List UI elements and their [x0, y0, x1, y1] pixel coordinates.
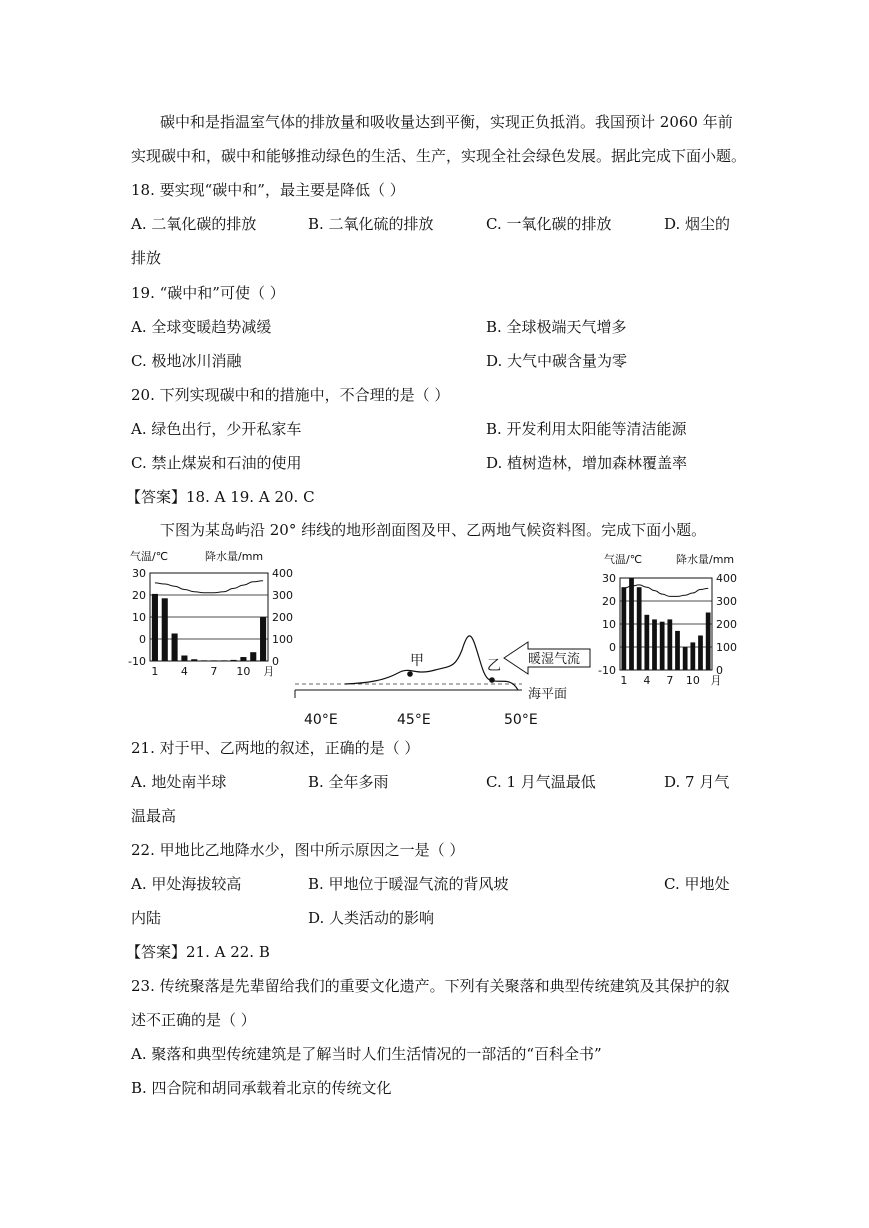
right-month-tick: 1 — [620, 674, 628, 687]
left-precip-bar — [191, 659, 197, 661]
q19-option-b[interactable]: B. 全球极端天气增多 — [486, 318, 627, 336]
q18-option-d-continued: 排放 — [131, 249, 162, 267]
right-temp-tick: 30 — [602, 572, 616, 585]
question-21-stem: 21. 对于甲、乙两地的叙述，正确的是（ ） — [131, 739, 420, 757]
right-precip-tick: 200 — [716, 618, 737, 631]
lon-50e: 50°E — [504, 712, 538, 728]
left-precip-tick: 100 — [272, 633, 293, 646]
q20-option-c[interactable]: C. 禁止煤炭和石油的使用 — [131, 454, 302, 472]
right-temperature-curve — [624, 585, 708, 597]
right-month-unit: 月 — [710, 674, 722, 687]
left-precip-bar — [152, 594, 158, 661]
q18-option-b[interactable]: B. 二氧化硫的排放 — [308, 215, 434, 233]
sea-level-label: 海平面 — [528, 687, 568, 702]
q22-option-b[interactable]: B. 甲地位于暖湿气流的背风坡 — [308, 875, 509, 893]
right-precip-tick: 400 — [716, 572, 737, 585]
right-temp-tick: 0 — [609, 641, 616, 654]
q18-option-c[interactable]: C. 一氧化碳的排放 — [486, 215, 612, 233]
right-precip-bar — [660, 622, 665, 670]
left-precip-bar — [231, 660, 237, 661]
right-precip-bar — [637, 587, 642, 670]
left-precip-bars — [152, 594, 266, 661]
lon-40e: 40°E — [304, 712, 338, 728]
left-temp-tick: 10 — [132, 611, 146, 624]
right-precip-label: 降水量/mm — [676, 553, 735, 566]
left-precip-bar — [201, 660, 207, 661]
question-23-stem-line-2: 述不正确的是（ ） — [131, 1011, 256, 1029]
left-temperature-curve — [155, 581, 263, 593]
right-temp-tick: -10 — [598, 664, 616, 677]
label-yi: 乙 — [487, 658, 501, 674]
q19-option-a[interactable]: A. 全球变暖趋势减缓 — [131, 318, 272, 336]
passage-intro-line-2: 实现碳中和，碳中和能够推动绿色的生活、生产，实现全社会绿色发展。据此完成下面小题。 — [131, 147, 747, 165]
climate-chart-right — [590, 548, 750, 693]
lon-45e: 45°E — [397, 712, 431, 728]
label-jia: 甲 — [410, 653, 424, 669]
left-precip-bar — [181, 656, 187, 662]
left-precip-tick: 0 — [272, 655, 279, 668]
q21-option-c[interactable]: C. 1 月气温最低 — [486, 773, 596, 791]
q21-option-d-continued: 温最高 — [131, 807, 177, 825]
right-precip-bar — [629, 578, 634, 670]
right-precip-bar — [706, 613, 711, 671]
q18-option-d[interactable]: D. 烟尘的 — [664, 215, 731, 233]
left-precip-bar — [221, 660, 227, 661]
right-month-tick: 7 — [666, 674, 674, 687]
q23-option-a[interactable]: A. 聚落和典型传统建筑是了解当时人们生活情况的一部活的“百科全书” — [131, 1045, 602, 1063]
passage-intro-line-1: 碳中和是指温室气体的排放量和吸收量达到平衡，实现正负抵消。我国预计 2060 年前 — [160, 113, 733, 131]
left-temp-tick: 20 — [132, 589, 146, 602]
right-precip-bar — [652, 619, 657, 670]
question-22-stem: 22. 甲地比乙地降水少，图中所示原因之一是（ ） — [131, 841, 465, 859]
left-precip-bar — [250, 652, 256, 661]
right-month-tick: 10 — [685, 674, 700, 687]
left-month-unit: 月 — [263, 665, 275, 678]
right-temp-tick: 10 — [602, 618, 616, 631]
left-precip-tick: 400 — [272, 567, 293, 580]
right-precip-tick: 100 — [716, 641, 737, 654]
left-precip-bar — [240, 657, 246, 661]
left-precip-label: 降水量/mm — [205, 550, 264, 563]
right-temp-label: 气温/℃ — [604, 553, 643, 566]
left-month-tick: 1 — [151, 665, 159, 678]
right-precip-tick: 0 — [716, 664, 723, 677]
right-precip-tick: 300 — [716, 595, 737, 608]
q22-option-d[interactable]: D. 人类活动的影响 — [308, 909, 435, 927]
airflow-label: 暖湿气流 — [528, 652, 581, 667]
q22-option-a[interactable]: A. 甲处海拔较高 — [131, 875, 242, 893]
q20-option-d[interactable]: D. 植树造林，增加森林覆盖率 — [486, 454, 688, 472]
left-precip-bar — [211, 660, 217, 661]
terrain-profile — [290, 628, 610, 733]
left-temp-tick: 30 — [132, 567, 146, 580]
right-precip-bar — [690, 642, 695, 670]
point-yi-marker — [489, 677, 495, 683]
left-precip-bar — [260, 617, 266, 661]
right-precip-bar — [683, 647, 688, 670]
answer-key-18-20: 【答案】18. A 19. A 20. C — [126, 488, 315, 506]
passage-intro-2: 下图为某岛屿沿 20° 纬线的地形剖面图及甲、乙两地气候资料图。完成下面小题。 — [160, 521, 707, 539]
q22-option-c-continued: 内陆 — [131, 909, 162, 927]
right-precip-bar — [621, 587, 626, 670]
question-18-stem: 18. 要实现“碳中和”，最主要是降低（ ） — [131, 181, 405, 199]
left-month-tick: 10 — [236, 665, 251, 678]
question-19-stem: 19. “碳中和”可使（ ） — [131, 284, 285, 302]
q19-option-c[interactable]: C. 极地冰川消融 — [131, 352, 242, 370]
left-temp-label: 气温/℃ — [130, 550, 169, 563]
answer-key-21-22: 【答案】21. A 22. B — [126, 943, 270, 961]
right-temp-tick: 20 — [602, 595, 616, 608]
left-temp-tick: -10 — [128, 655, 146, 668]
point-jia-marker — [407, 671, 413, 677]
q20-option-b[interactable]: B. 开发利用太阳能等清洁能源 — [486, 420, 687, 438]
q21-option-a[interactable]: A. 地处南半球 — [131, 773, 227, 791]
climate-chart-left — [120, 545, 295, 685]
q18-option-a[interactable]: A. 二氧化碳的排放 — [131, 215, 257, 233]
right-precip-bar — [644, 615, 649, 670]
left-month-tick: 7 — [210, 665, 218, 678]
q19-option-d[interactable]: D. 大气中碳含量为零 — [486, 352, 628, 370]
question-20-stem: 20. 下列实现碳中和的措施中，不合理的是（ ） — [131, 386, 450, 404]
left-temp-tick: 0 — [139, 633, 146, 646]
right-month-tick: 4 — [643, 674, 651, 687]
left-precip-bar — [172, 634, 178, 662]
q22-option-c[interactable]: C. 甲地处 — [664, 875, 730, 893]
right-precip-bar — [667, 619, 672, 670]
q20-option-a[interactable]: A. 绿色出行，少开私家车 — [131, 420, 302, 438]
right-precip-bar — [675, 631, 680, 670]
q21-option-d[interactable]: D. 7 月气 — [664, 773, 730, 791]
left-precip-tick: 300 — [272, 589, 293, 602]
q21-option-b[interactable]: B. 全年多雨 — [308, 773, 389, 791]
left-precip-bar — [162, 598, 168, 661]
question-23-stem-line-1: 23. 传统聚落是先辈留给我们的重要文化遗产。下列有关聚落和典型传统建筑及其保护的叙 — [131, 977, 730, 995]
left-precip-tick: 200 — [272, 611, 293, 624]
q23-option-b[interactable]: B. 四合院和胡同承载着北京的传统文化 — [131, 1079, 392, 1097]
right-precip-bar — [698, 636, 703, 671]
left-month-tick: 4 — [180, 665, 188, 678]
